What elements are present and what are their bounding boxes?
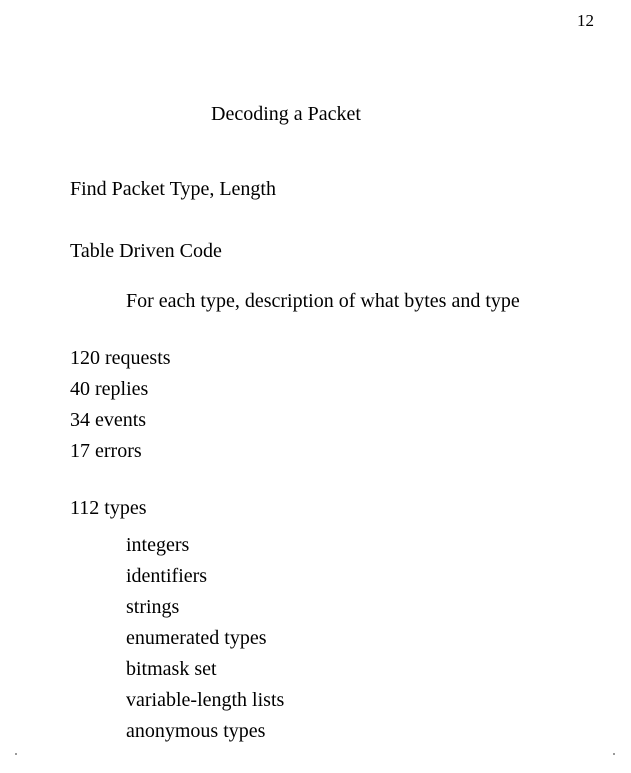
type-item-integers: integers: [126, 534, 190, 556]
type-item-anonymous-types: anonymous types: [126, 720, 266, 742]
section-heading-find: Find Packet Type, Length: [70, 178, 276, 200]
type-item-strings: strings: [126, 596, 180, 618]
corner-mark-right: [613, 753, 615, 755]
count-item-events: 34 events: [70, 409, 147, 431]
page-title: Decoding a Packet: [211, 103, 361, 125]
page-number: 12: [577, 11, 594, 30]
count-item-replies: 40 replies: [70, 378, 149, 400]
section-heading-table-driven: Table Driven Code: [70, 240, 222, 262]
type-item-variable-length-lists: variable-length lists: [126, 689, 285, 711]
type-item-bitmask-set: bitmask set: [126, 658, 217, 680]
types-heading: 112 types: [70, 497, 147, 519]
count-item-requests: 120 requests: [70, 347, 171, 369]
corner-mark-left: [15, 753, 17, 755]
count-item-errors: 17 errors: [70, 440, 142, 462]
type-item-enumerated-types: enumerated types: [126, 627, 267, 649]
table-driven-detail: For each type, description of what bytes and type: [126, 290, 520, 312]
type-item-identifiers: identifiers: [126, 565, 208, 587]
